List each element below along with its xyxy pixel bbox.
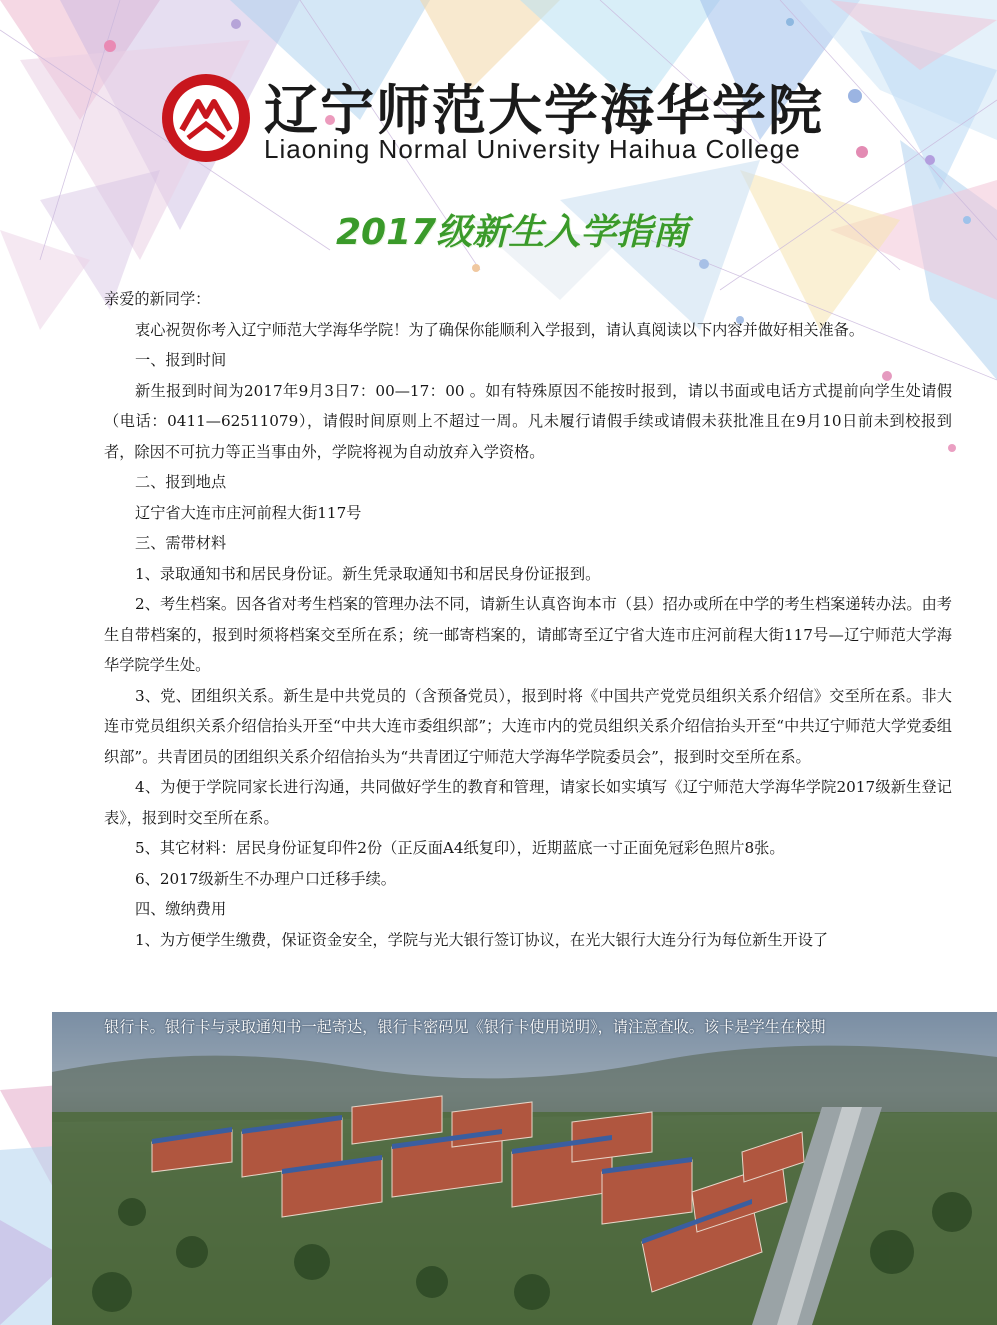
school-name-english: Liaoning Normal University Haihua College (264, 134, 801, 164)
material-item-2: 2、考生档案。因各省对考生档案的管理办法不同，请新生认真咨询本市（县）招办或所在中学的考生档案递转办法。由考生自带档案的，报到时须将档案交至所在系；统一邮寄档案的，请邮寄至辽宁省大连市庄河前程大街117号—辽宁师范大学海华学院学生处。 (104, 595, 952, 674)
material-item-1: 1、录取通知书和居民身份证。新生凭录取通知书和居民身份证报到。 (135, 564, 601, 583)
intro-paragraph: 衷心祝贺你考入辽宁师范大学海华学院！为了确保你能顺利入学报到，请认真阅读以下内容并做好相关准备。 (135, 320, 864, 339)
section-1-title: 一、报到时间 (135, 351, 227, 369)
section-2-body: 辽宁省大连市庄河前程大街117号 (135, 503, 362, 522)
school-name-chinese: 辽宁师范大学海华学院 (264, 78, 824, 142)
letter-body (104, 284, 952, 955)
section-3-title: 三、需带材料 (135, 534, 227, 552)
material-item-3: 3、党、团组织关系。新生是中共党员的（含预备党员），报到时将《中国共产党党员组织关系介绍信》交至所在系。非大连市党员组织关系介绍信抬头开至“中共大连市委组织部”；大连市内的党员组织关系介绍信抬头开至“中共辽宁师范大学党委组织部”。共青团员的团组织关系介绍信抬头为“共青团辽宁师范大学海华学院委员会”，报到时交至所在系。 (104, 686, 952, 766)
section-2-title: 二、报到地点 (135, 473, 227, 491)
section-4-title: 四、缴纳费用 (135, 900, 227, 918)
material-item-5: 5、其它材料：居民身份证复印件2份（正反面A4纸复印），近期蓝底一寸正面免冠彩色照片8张。 (135, 839, 785, 857)
campus-aerial-photo (52, 1012, 997, 1325)
college-logo-icon (160, 72, 252, 164)
material-item-4: 4、为便于学院同家长进行沟通，共同做好学生的教育和管理，请家长如实填写《辽宁师范大学海华学院2017级新生登记表》，报到时交至所在系。 (104, 778, 952, 827)
school-header (160, 62, 860, 172)
fee-item-1-line-2: 银行卡。银行卡与录取通知书一起寄达，银行卡密码见《银行卡使用说明》，请注意查收。该卡是学生在校期 (104, 1018, 826, 1036)
fee-item-1-line-1: 1、为方便学生缴费，保证资金安全，学院与光大银行签订协议，在光大银行大连分行为每位新生开设了 (135, 930, 829, 949)
greeting: 亲爱的新同学： (104, 290, 211, 308)
material-item-6: 6、2017级新生不办理户口迁移手续。 (135, 869, 396, 888)
section-1-body: 新生报到时间为2017年9月3日7：00—17：00 。如有特殊原因不能按时报到，请以书面或电话方式提前向学生处请假（电话：0411—62511079），请假时间原则上不超过一周。凡未履行请假手续或请假未获批准且在9月10日前未到校报到者，除因不可抗力等正当事由外，学院将视为自动放弃入学资格。 (104, 381, 952, 461)
admission-guide-title: 2017级新生入学指南 (336, 212, 689, 253)
